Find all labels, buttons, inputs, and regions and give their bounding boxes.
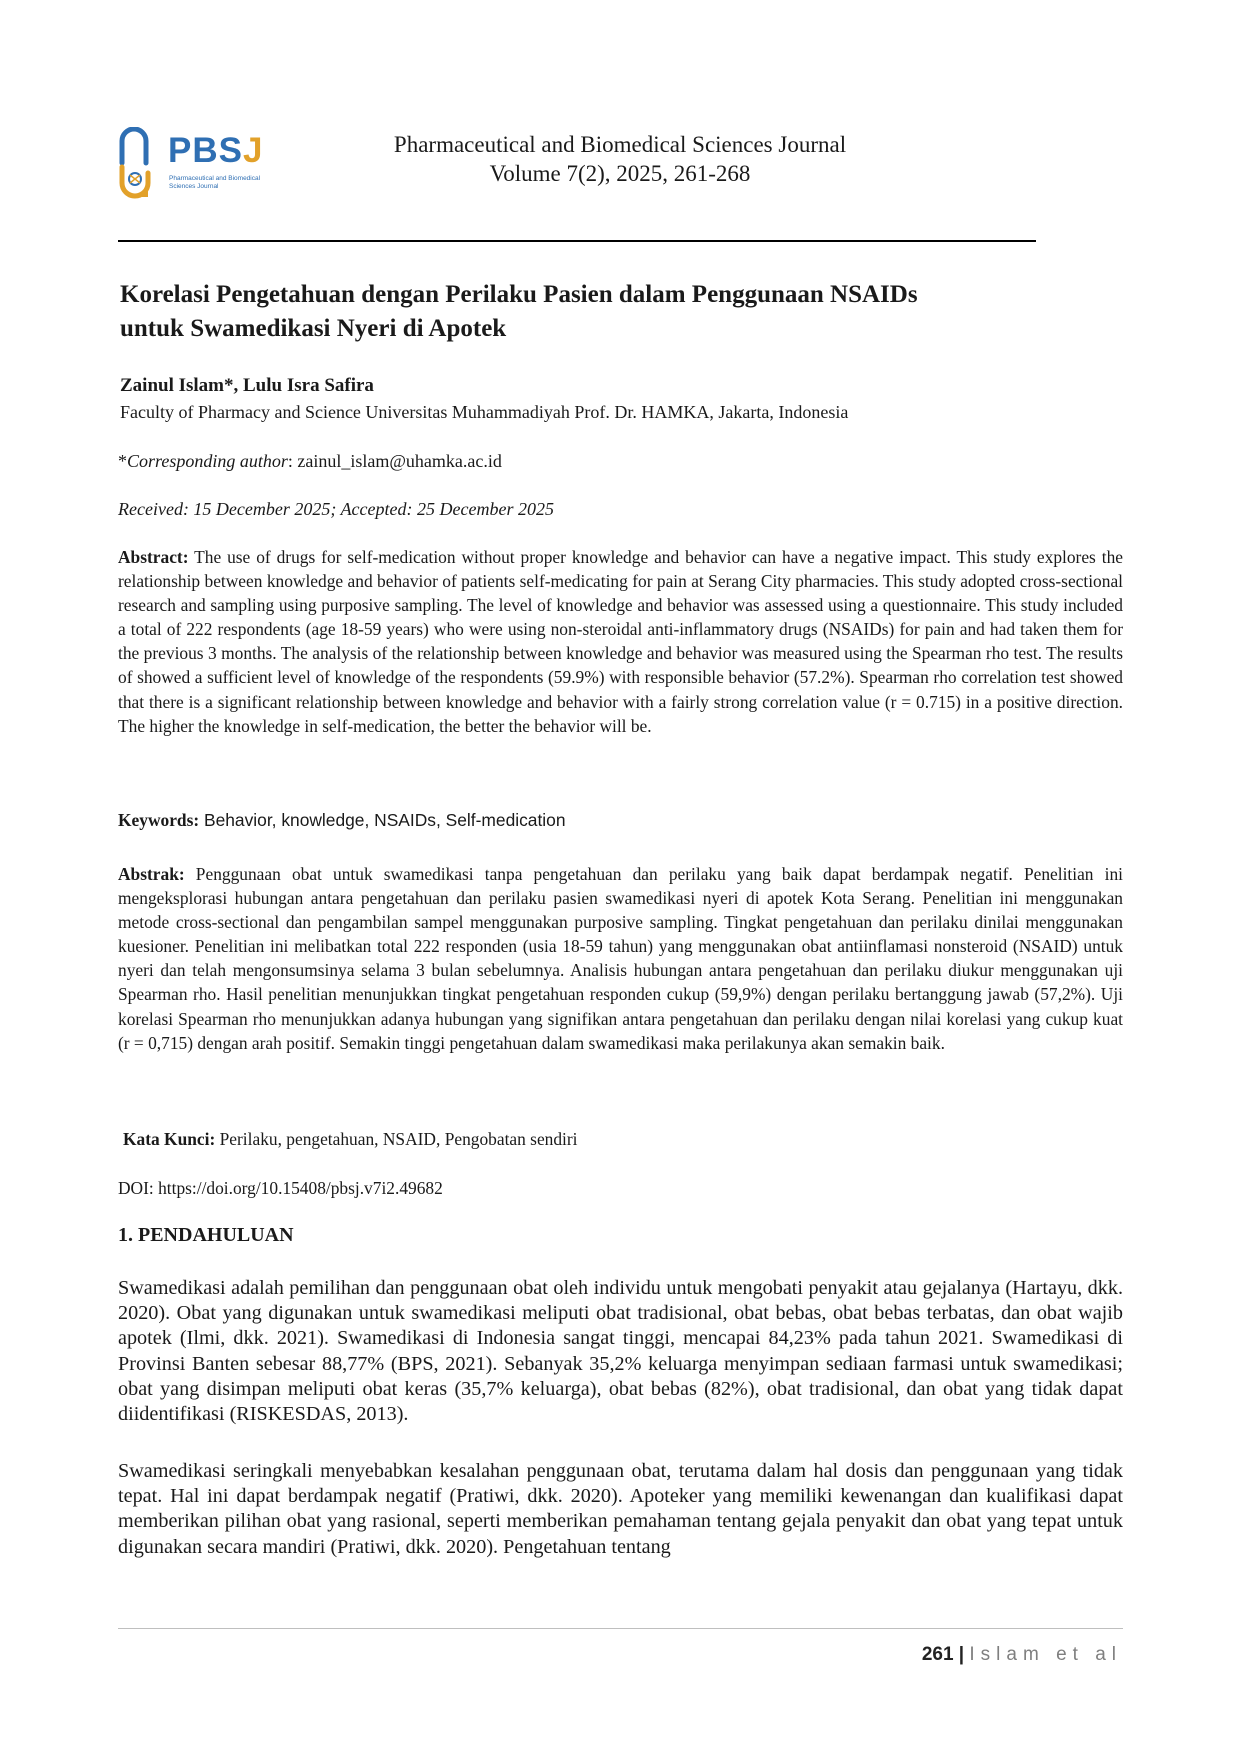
logo-subtitle: Pharmaceutical and Biomedical Sciences Journal [169,175,261,190]
author-affiliation: Faculty of Pharmacy and Science Universitas Muhammadiyah Prof. Dr. HAMKA, Jakarta, Indonesia [120,402,849,422]
body-paragraph: Swamedikasi seringkali menyebabkan kesalahan penggunaan obat, terutama dalam hal dosis dan penggunaan yang tidak tepat. Hal ini dapat berdampak negatif (Pratiwi, dkk. 2020). Apoteker yang memiliki kewenangan dan kualifikasi dapat memberikan pilihan obat yang rasional, seperti memberikan pemahaman tentang gejala penyakit dan obat yang tepat untuk digunakan secara mandiri (Pratiwi, dkk. 2020). Pengetahuan tentang [118,1460,1123,1558]
logo-wordmark: PBSJ [168,131,264,170]
abstract-english [118,545,1123,738]
journal-logo [116,127,276,207]
footer-separator: | [958,1644,965,1665]
journal-volume: Volume 7(2), 2025, 261-268 [489,161,751,186]
abstract-english-label: Abstract: [118,547,189,567]
body-paragraph: Swamedikasi adalah pemilihan dan penggunaan obat oleh individu untuk mengobati penyakit atau gejalanya (Hartayu, dkk. 2020). Obat yang digunakan untuk swamedikasi meliputi obat tradisional, obat bebas, obat bebas terbatas, dan obat wajib apotek (Ilmi, dkk. 2021). Swamedikasi di Indonesia sangat tinggi, mencapai 84,23% pada tahun 2021. Swamedikasi di Provinsi Banten sebesar 88,77% (BPS, 2021). Sebanyak 35,2% keluarga menyimpan sediaan farmasi untuk swamedikasi; obat yang disimpan meliputi obat keras (35,7% keluarga), obat bebas (82%), obat tradisional, dan obat yang tidak dapat diidentifikasi (RISKESDAS, 2013). [118,1277,1123,1426]
keywords-english-text: Behavior, knowledge, NSAIDs, Self-medication [199,810,566,830]
article-title-line2: untuk Swamedikasi Nyeri di Apotek [120,315,507,342]
keywords-indonesian [123,1127,1128,1151]
corresponding-author-label: Corresponding author [127,451,288,471]
abstract-indonesian-text: Penggunaan obat untuk swamedikasi tanpa pengetahuan dan perilaku yang baik dapat berdampak negatif. Penelitian ini mengeksplorasi hubungan antara pengetahuan dan perilaku pasien swamedikasi nyeri di apotek Kota Serang. Penelitian ini menggunakan metode cross-sectional dan pengambilan sampel menggunakan purposive sampling. Tingkat pengetahuan dan perilaku dinilai menggunakan kuesioner. Penelitian ini melibatkan total 222 responden (usia 18-59 tahun) yang menggunakan obat antiinflamasi nonsteroid (NSAID) untuk nyeri dan telah mengonsumsinya selama 3 bulan sebelumnya. Analisis hubungan antara pengetahuan dan perilaku diukur menggunakan uji Spearman rho. Hasil penelitian menunjukkan tingkat pengetahuan responden cukup (59,9%) dengan perilaku bertanggung jawab (57,2%). Uji korelasi Spearman rho menunjukkan adanya hubungan yang signifikan antara pengetahuan dan perilaku dengan nilai korelasi yang cukup kuat (r = 0,715) dengan arah positif. Semakin tinggi pengetahuan dalam swamedikasi maka perilakunya akan semakin baik. [118,864,1123,1053]
journal-name: Pharmaceutical and Biomedical Sciences Journal [393,132,847,157]
abstract-english-text: The use of drugs for self-medication without proper knowledge and behavior can have a negative impact. This study explores the relationship between knowledge and behavior of patients self-medicating for pain at Serang City pharmacies. This study adopted cross-sectional research and sampling using purposive sampling. The level of knowledge and behavior was assessed using a questionnaire. This study included a total of 222 respondents (age 18-59 years) who were using non-steroidal anti-inflammatory drugs (NSAIDs) for pain and had taken them for the previous 3 months. The analysis of the relationship between knowledge and behavior was measured using the Spearman rho test. The results of showed a sufficient level of knowledge of the respondents (59.9%) with responsible behavior (57.2%). Spearman rho correlation test showed that there is a significant relationship between knowledge and behavior with a fairly strong correlation value (r = 0.715) in a positive direction. The higher the knowledge in self-medication, the better the behavior will be. [118,547,1123,736]
abstract-indonesian-label: Abstrak: [118,864,185,884]
article-dates: Received: 15 December 2025; Accepted: 25 December 2025 [118,499,554,519]
running-author: Islam et al [969,1644,1122,1665]
page-footer [922,1643,1122,1667]
abstract-indonesian [118,862,1123,1055]
page-number: 261 [921,1644,954,1665]
keywords-english [118,808,1123,832]
keywords-indonesian-label: Kata Kunci: [123,1129,216,1149]
journal-header [330,130,910,188]
section-heading-introduction: 1. PENDAHULUAN [118,1224,294,1246]
keywords-indonesian-text: Perilaku, pengetahuan, NSAID, Pengobatan sendiri [215,1129,578,1149]
article-title-line1: Korelasi Pengetahuan dengan Perilaku Pasien dalam Penggunaan NSAIDs [120,281,918,308]
doi-link[interactable]: DOI: https://doi.org/10.15408/pbsj.v7i2.49682 [118,1178,443,1198]
corresponding-author: *Corresponding author: zainul_islam@uhamka.ac.id [118,451,502,471]
keywords-english-label: Keywords: [118,810,200,830]
logo-emblem-icon [116,127,166,207]
corresponding-author-email: : zainul_islam@uhamka.ac.id [287,451,502,471]
header-divider [118,240,1036,242]
author-list: Zainul Islam*, Lulu Isra Safira [120,375,374,396]
article-title [120,278,1120,346]
footer-divider [118,1628,1123,1629]
